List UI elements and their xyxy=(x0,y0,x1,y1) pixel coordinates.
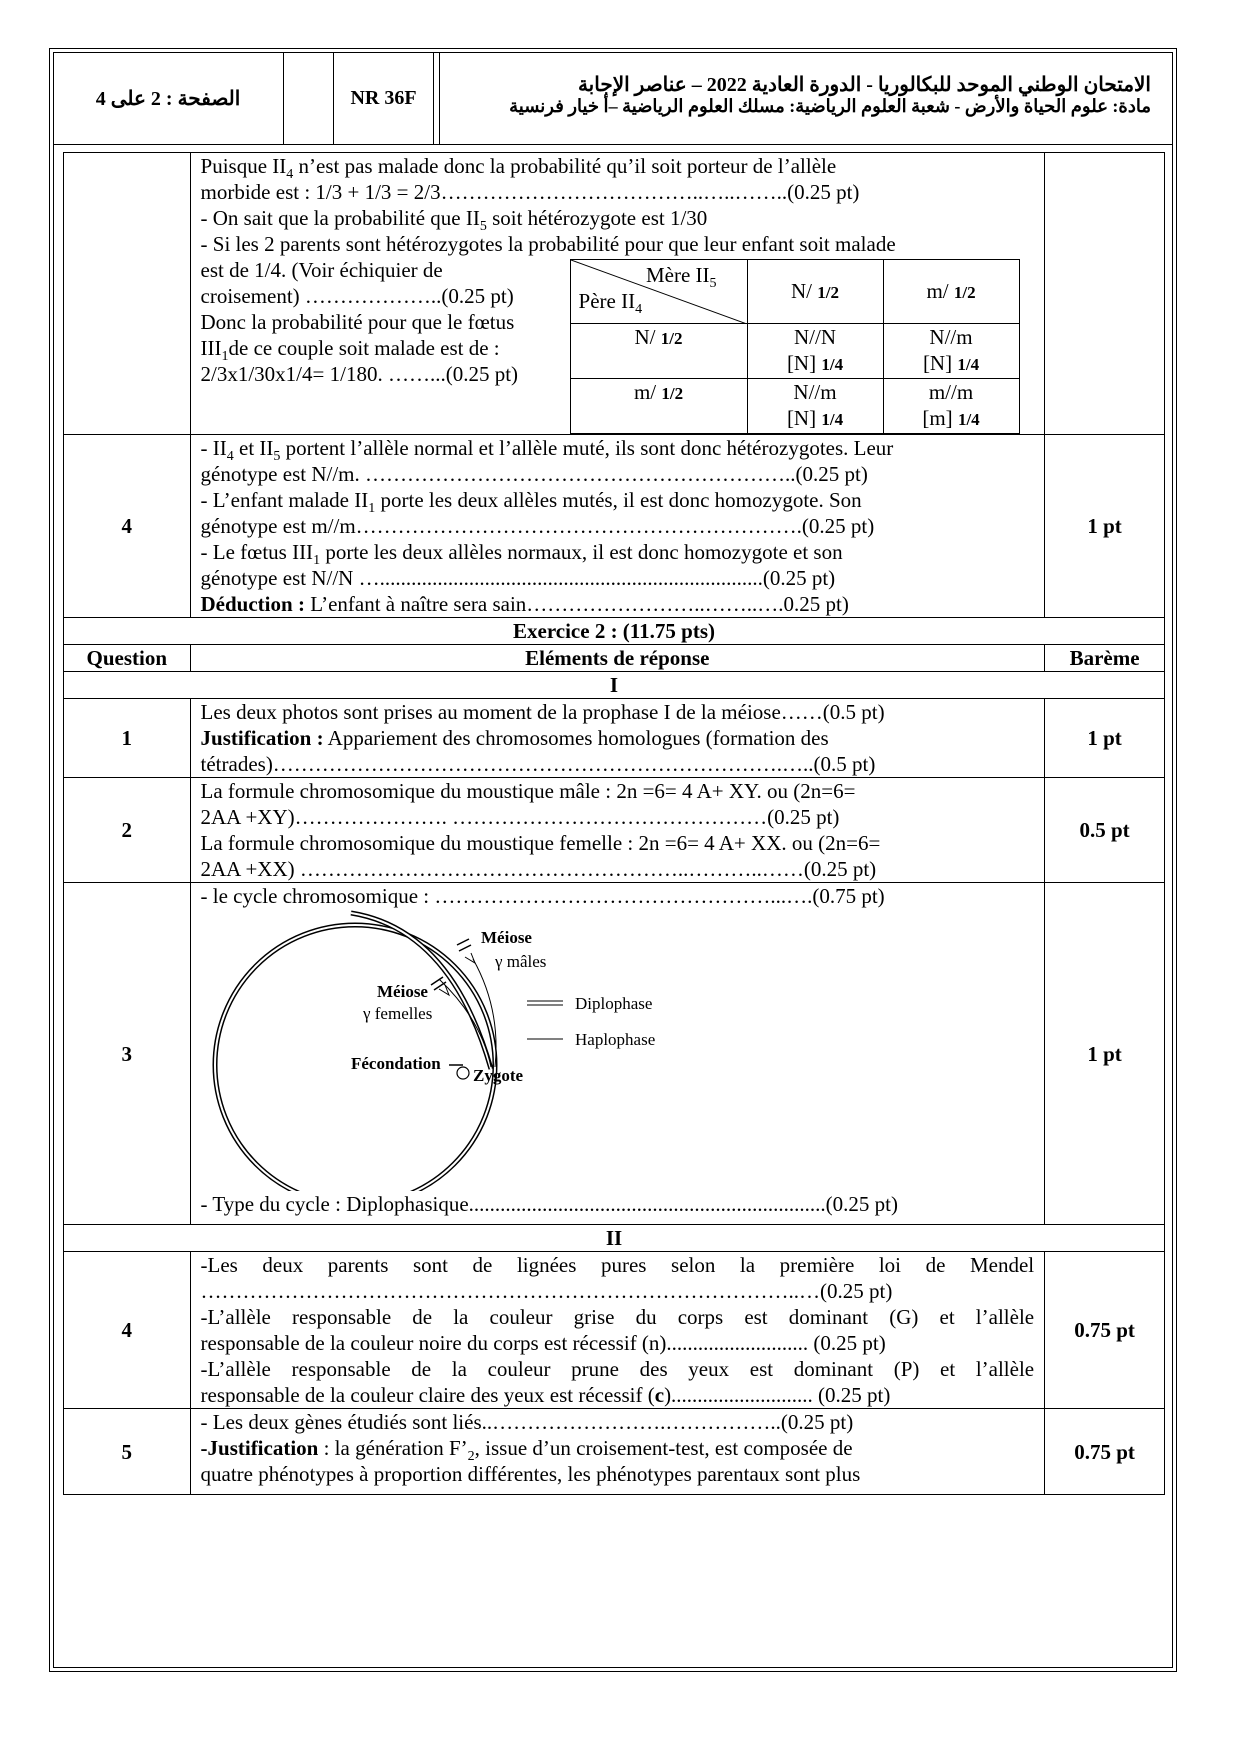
punnett-row-m: m/ 1/2 xyxy=(570,379,747,434)
answer-cell: Les deux photos sont prises au moment de la prophase I de la méiose……(0.5 pt) Justification : Appariement des chromosomes homologues (formation des tétrades)……………………………………………………………….…..(0.5 pt) xyxy=(190,699,1045,778)
label-meiosis-male: Méiose xyxy=(480,928,532,947)
exercise-title: Exercice 2 : (11.75 pts) xyxy=(64,618,1165,645)
meiosis-tick xyxy=(457,939,469,945)
question-number: 4 xyxy=(64,435,191,618)
label-zygote: Zygote xyxy=(472,1066,523,1085)
punnett-corner: Mère $II_5$ Père $II_4$ xyxy=(570,260,747,324)
points-value: 1 pt xyxy=(1045,435,1165,618)
punnett-row-N: N/ 1/2 xyxy=(570,324,747,379)
table-row xyxy=(64,435,1165,618)
table-row xyxy=(64,883,1165,1225)
table-row xyxy=(64,618,1165,645)
answer-table xyxy=(63,152,1165,1495)
question-number: 3 xyxy=(64,883,191,1225)
points-value: 0.75 pt xyxy=(1045,1252,1165,1409)
points-value: 1 pt xyxy=(1045,883,1165,1225)
column-header-elements: Eléments de réponse xyxy=(190,645,1045,672)
question-number: 5 xyxy=(64,1409,191,1495)
question-number: 4 xyxy=(64,1252,191,1409)
points-value: 0.5 pt xyxy=(1045,778,1165,883)
exam-header xyxy=(53,52,1173,145)
exam-code: NR 36F xyxy=(334,52,434,144)
header-spacer xyxy=(284,52,334,144)
punnett-cell: N//N [N] 1/4 xyxy=(747,324,883,379)
table-row xyxy=(64,1225,1165,1252)
table-row xyxy=(64,699,1165,778)
punnett-cell: N//m [N] 1/4 xyxy=(883,324,1019,379)
punnett-cell: N//m [N] 1/4 xyxy=(747,379,883,434)
page-number: الصفحة : 2 على 4 xyxy=(53,52,284,144)
points-cell xyxy=(1045,153,1165,435)
answer-cell: Puisque $II_4$ n’est pas malade donc la probabilité qu’il soit porteur de l’allèle morbide est : 1/3 + 1/3 = 2/3………………………………..…..……..(0.25 pt) - On sait que la probabilité que $II_5$ soit hétérozygote est 1/30 - Si les 2 parents sont hétérozygotes la probabilité pour que leur enfant soit malade est de 1/4. (Voir échiquier de croisement) ………………..(0.25 pt) Donc la probabilité pour que le fœtus $III_1de$ ce couple soit malade est de : 2/3x1/30x1/4= 1/180. ……...(0.25 pt) Mère $II_5$ Père $II_4$ N/ 1/2 m/ 1/2 N/ 1/2 N//N [N] 1/4 N//m [N] 1/4 m/ 1/2 N//m [N] 1/4 m//m [m] 1/4 xyxy=(190,153,1045,435)
column-header-question: Question xyxy=(64,645,191,672)
exam-title-line1: الامتحان الوطني الموحد للبكالوريا - الدورة العادية 2022 – عناصر الإجابة xyxy=(577,74,1151,96)
answer-cell: -Les deux parents sont de lignées pures selon la première loi de Mendel …………………………………………………………………………..…(0.25 pt) -L’allèle responsable de la couleur grise du corps est dominant (G) et l’allèle responsable de la couleur noire du corps est récessif (n)........................... (0.25 pt) -L’allèle responsable de la couleur prune des yeux est dominant (P) et l’allèle responsable de la couleur claire des yeux est récessif (c)........................... (0.25 pt) xyxy=(190,1252,1045,1409)
meiosis-tick xyxy=(459,945,471,951)
answer-cell: La formule chromosomique du moustique mâle : 2n =6= 4 A+ XY. ou (2n=6= 2AA +XY)…………………. ………………………………………(0.25 pt) La formule chromosomique du moustique femelle : 2n =6= 4 A+ XX. ou (2n=6= 2AA +XX) ………………………………………………..………..……(0.25 pt) xyxy=(190,778,1045,883)
punnett-square xyxy=(570,259,1020,434)
legend-haplophase: Haplophase xyxy=(574,1030,655,1049)
question-number: 2 xyxy=(64,778,191,883)
exam-title xyxy=(440,52,1173,144)
answer-cell: - le cycle chromosomique : …………………………………………...….(0.75 pt) Méiose γ mâles Méiose γ femelles Fécondation Zygote Diplophase Haplophase - Type du cycle : Diplophasique....................................................................(0.25 pt) xyxy=(190,883,1045,1225)
table-row xyxy=(64,1252,1165,1409)
points-value: 1 pt xyxy=(1045,699,1165,778)
section-heading: II xyxy=(64,1225,1165,1252)
exam-title-line2: مادة: علوم الحياة والأرض - شعبة العلوم الرياضية: مسلك العلوم الرياضية –أ خيار فرنسية xyxy=(509,96,1151,116)
table-row xyxy=(64,778,1165,883)
question-cell xyxy=(64,153,191,435)
punnett-col-N: N/ 1/2 xyxy=(747,260,883,324)
legend-diplophase: Diplophase xyxy=(574,994,652,1013)
column-header-bareme: Barème xyxy=(1045,645,1165,672)
chromosomal-cycle-diagram xyxy=(201,909,961,1191)
answer-cell: - $II_4$ et $II_5$ portent l’allèle normal et l’allèle muté, ils sont donc hétérozygotes. Leur génotype est N//m. ……………………………………………………..(0.25 pt) - L’enfant malade $II_1$ porte les deux allèles mutés, il est donc homozygote. Son génotype est m//m……………………………………………………….(0.25 pt) - Le fœtus $III_1$ porte les deux allèles normaux, il est donc homozygote et son génotype est N//N ….........................................................................(0.25 pt) Déduction : L’enfant à naître sera sain……………………..……..….0.25 pt) xyxy=(190,435,1045,618)
section-heading: I xyxy=(64,672,1165,699)
points-value: 0.75 pt xyxy=(1045,1409,1165,1495)
label-fecondation: Fécondation xyxy=(350,1054,441,1073)
table-row xyxy=(64,645,1165,672)
answer-cell: - Les deux gènes étudiés sont liés..…………………….……………..(0.25 pt) -Justification : la génération $F’_2$, issue d’un croisement-test, est composée de quatre phénotypes à proportion différentes, les phénotypes parentaux sont plus xyxy=(190,1409,1045,1495)
haplophase-female xyxy=(439,979,491,1067)
table-row xyxy=(64,672,1165,699)
punnett-cell: m//m [m] 1/4 xyxy=(883,379,1019,434)
label-meiosis-female: Méiose xyxy=(376,982,428,1001)
meiosis-tick xyxy=(434,982,446,990)
table-row xyxy=(64,153,1165,435)
label-gametes-male: γ mâles xyxy=(494,952,546,971)
punnett-col-m: m/ 1/2 xyxy=(883,260,1019,324)
zygote-circle xyxy=(457,1067,469,1079)
gamete-mark xyxy=(465,953,475,963)
question-number: 1 xyxy=(64,699,191,778)
label-gametes-female: γ femelles xyxy=(362,1004,432,1023)
table-row xyxy=(64,1409,1165,1495)
